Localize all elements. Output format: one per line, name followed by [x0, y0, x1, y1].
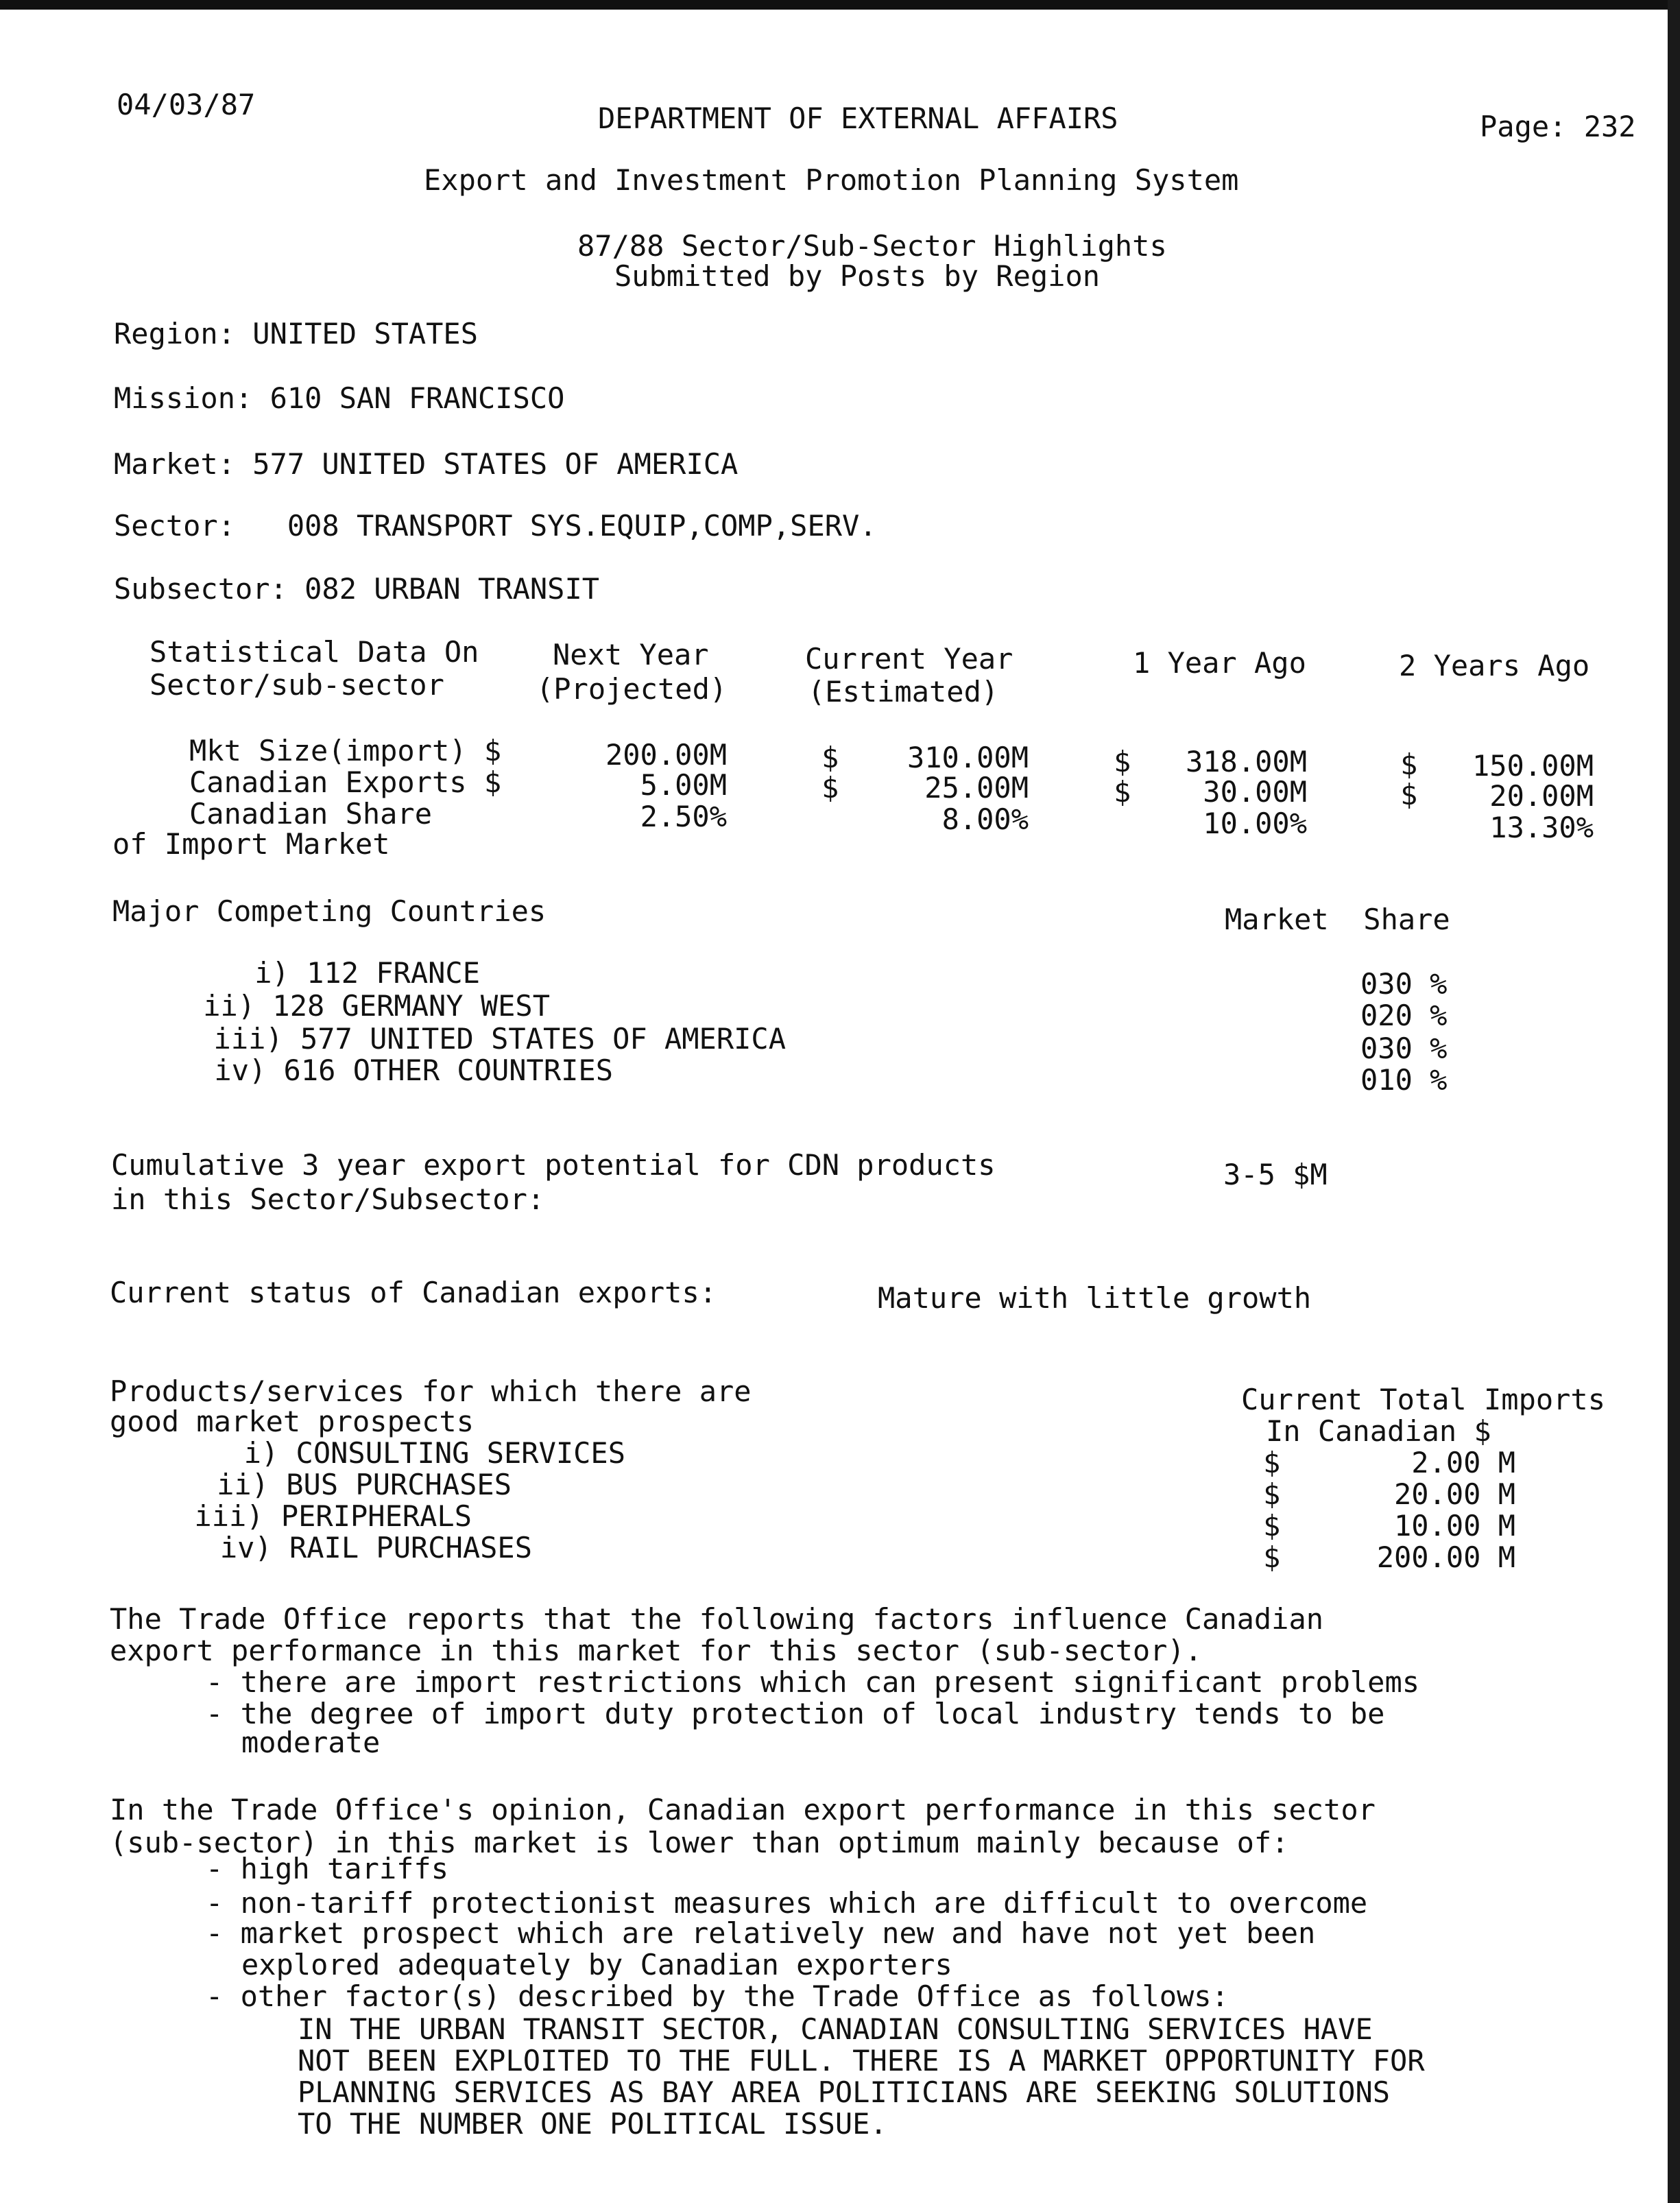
scan-top-edge: [0, 0, 1680, 10]
opinion-bullet: - non-tariff protectionist measures which are difficult to overcome: [206, 1886, 1368, 1920]
currency-sign: $: [821, 771, 839, 805]
currency-sign: $: [1263, 1509, 1281, 1543]
import-value: 2.00 M: [1411, 1446, 1515, 1479]
scan-right-edge: [1668, 0, 1680, 2203]
trade-office-note: TO THE NUMBER ONE POLITICAL ISSUE.: [298, 2107, 887, 2141]
trade-office-note: PLANNING SERVICES AS BAY AREA POLITICIANS ARE SEEKING SOLUTIONS: [298, 2075, 1391, 2109]
competitor-item: iv) 616 OTHER COUNTRIES: [214, 1053, 613, 1087]
currency-sign: $: [1400, 748, 1418, 781]
imports-heading: Current Total Imports: [1241, 1383, 1606, 1416]
stats-value-1-year-ago: 30.00M: [1203, 775, 1307, 809]
stats-value-next: 2.50%: [640, 800, 727, 833]
competitor-item: iii) 577 UNITED STATES OF AMERICA: [213, 1022, 786, 1056]
product-item: i) CONSULTING SERVICES: [243, 1436, 625, 1470]
opinion-bullet: - high tariffs: [206, 1852, 449, 1885]
stats-value-current: 8.00%: [941, 802, 1029, 836]
stats-row-label: Canadian Share: [189, 797, 433, 831]
import-value: 10.00 M: [1393, 1509, 1515, 1543]
trade-office-note: IN THE URBAN TRANSIT SECTOR, CANADIAN CONSULTING SERVICES HAVE: [298, 2012, 1373, 2046]
system-title: Export and Investment Promotion Planning System: [424, 163, 1239, 197]
market-share-heading: Market Share: [1225, 903, 1450, 936]
stats-row-label: Mkt Size(import) $: [189, 734, 502, 767]
products-heading-2: good market prospects: [110, 1405, 475, 1438]
stats-share-suffix: of Import Market: [112, 827, 390, 861]
report-subtitle: 87/88 Sector/Sub-Sector Highlights: [577, 229, 1167, 263]
product-item: iv) RAIL PURCHASES: [219, 1531, 532, 1564]
report-subtitle-2: Submitted by Posts by Region: [614, 259, 1101, 293]
market-line: Market: 577 UNITED STATES OF AMERICA: [114, 447, 739, 481]
opinion-bullet: - other factor(s) described by the Trade Office as follows:: [206, 1979, 1229, 2013]
currency-sign: $: [1114, 745, 1131, 778]
potential-line: Cumulative 3 year export potential for CDN products: [111, 1148, 996, 1182]
status-value: Mature with little growth: [878, 1281, 1312, 1315]
stats-value-1-year-ago: 318.00M: [1185, 745, 1307, 778]
stats-value-1-year-ago: 10.00%: [1203, 807, 1307, 840]
stats-value-2-years-ago: 20.00M: [1489, 779, 1594, 813]
status-label: Current status of Canadian exports:: [110, 1276, 717, 1309]
region-line: Region: UNITED STATES: [114, 317, 479, 350]
stats-value-current: 25.00M: [924, 771, 1029, 805]
stats-col-current-year: Current Year: [805, 642, 1013, 676]
opinion-paragraph-2: (sub-sector) in this market is lower than optimum mainly because of:: [110, 1826, 1289, 1859]
trade-office-note: NOT BEEN EXPLOITED TO THE FULL. THERE IS A MARKET OPPORTUNITY FOR: [298, 2044, 1425, 2077]
factor-bullet: - the degree of import duty protection of local industry tends to be: [206, 1697, 1385, 1730]
competitor-item: i) 112 FRANCE: [254, 956, 480, 990]
stats-value-current: 310.00M: [907, 741, 1029, 774]
product-item: ii) BUS PURCHASES: [217, 1468, 512, 1501]
factor-bullet-cont: moderate: [241, 1726, 381, 1759]
currency-sign: $: [1263, 1446, 1281, 1479]
import-value: 20.00 M: [1393, 1477, 1515, 1511]
page-number: Page: 232: [1480, 110, 1636, 143]
factors-paragraph-2: export performance in this market for this sector (sub-sector).: [110, 1634, 1203, 1667]
currency-sign: $: [1263, 1540, 1281, 1574]
stats-col-2-years-ago: 2 Years Ago: [1399, 649, 1590, 682]
factors-paragraph: The Trade Office reports that the following factors influence Canadian: [110, 1602, 1324, 1636]
import-value: 200.00 M: [1376, 1540, 1515, 1574]
competitor-share: 010 %: [1360, 1063, 1448, 1097]
opinion-paragraph: In the Trade Office's opinion, Canadian export performance in this sector: [110, 1793, 1376, 1826]
competitor-share: 020 %: [1360, 999, 1448, 1032]
products-heading: Products/services for which there are: [110, 1374, 752, 1408]
opinion-bullet-cont: explored adequately by Canadian exporters: [241, 1948, 952, 1981]
stats-value-next: 200.00M: [605, 738, 727, 772]
product-item: iii) PERIPHERALS: [194, 1499, 472, 1533]
stats-col-current-year-sub: (Estimated): [808, 675, 999, 708]
subsector-line: Subsector: 082 URBAN TRANSIT: [114, 572, 600, 606]
sector-line: Sector: 008 TRANSPORT SYS.EQUIP,COMP,SERV.: [114, 509, 877, 543]
competitors-heading: Major Competing Countries: [112, 894, 547, 928]
competitor-share: 030 %: [1360, 967, 1448, 1001]
currency-sign: $: [1263, 1477, 1281, 1511]
stats-col-next-year-sub: (Projected): [536, 672, 728, 706]
stats-value-next: 5.00M: [640, 768, 727, 802]
report-date: 04/03/87: [117, 88, 256, 121]
potential-line-2: in this Sector/Subsector:: [111, 1182, 545, 1216]
mission-line: Mission: 610 SAN FRANCISCO: [114, 381, 565, 415]
currency-sign: $: [1114, 775, 1131, 809]
stats-col-next-year: Next Year: [553, 638, 709, 671]
stats-value-2-years-ago: 150.00M: [1472, 749, 1594, 783]
competitor-item: ii) 128 GERMANY WEST: [203, 989, 550, 1023]
stats-value-2-years-ago: 13.30%: [1489, 811, 1594, 844]
currency-sign: $: [821, 741, 839, 774]
stats-label: Statistical Data On: [149, 635, 479, 669]
factor-bullet: - there are import restrictions which can present significant problems: [206, 1665, 1420, 1699]
opinion-bullet: - market prospect which are relatively new and have not yet been: [206, 1916, 1316, 1950]
imports-heading-2: In Canadian $: [1266, 1414, 1491, 1448]
stats-label-2: Sector/sub-sector: [149, 668, 444, 702]
stats-row-label: Canadian Exports $: [189, 765, 502, 799]
competitor-share: 030 %: [1360, 1032, 1448, 1065]
currency-sign: $: [1400, 778, 1418, 811]
stats-col-1-year-ago: 1 Year Ago: [1133, 646, 1306, 680]
potential-value: 3-5 $M: [1223, 1158, 1328, 1191]
department-name: DEPARTMENT OF EXTERNAL AFFAIRS: [598, 102, 1118, 135]
